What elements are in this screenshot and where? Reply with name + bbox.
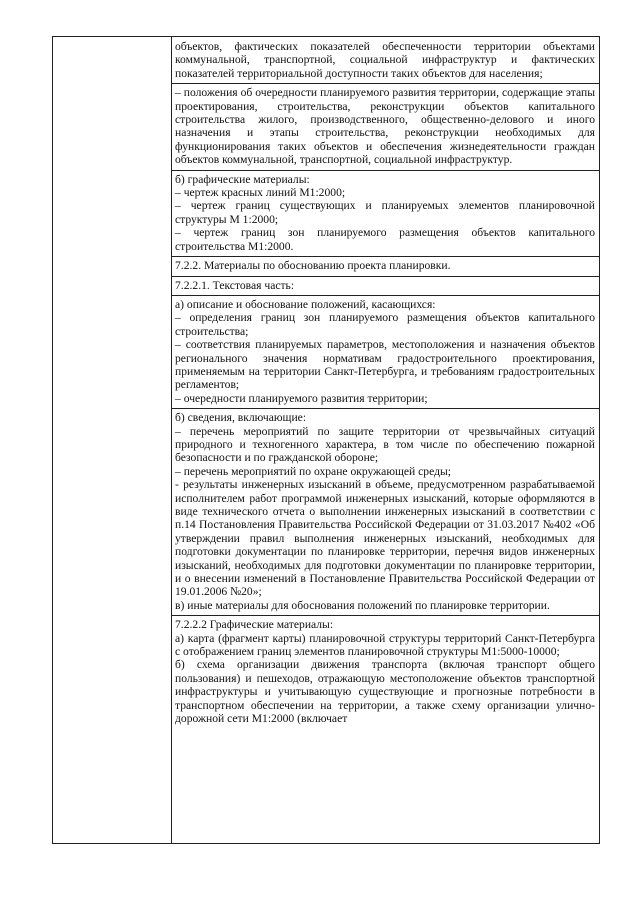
- paragraph: б) схема организации движения транспорта (включая транспорт общего пользования) и пешеходов, отражающую местоположение объектов транспортной инфраструктуры и учитывающую существующие и прогнозные потребности в транспортном обеспечении на территории, а также схему организации улично-дорожной сети М1:2000 (включает: [175, 658, 595, 726]
- paragraph: 7.2.2.2 Графические материалы:: [175, 618, 334, 632]
- document-table: [52, 36, 600, 844]
- paragraph: – чертеж границ зон планируемого размещения объектов капитального строительства М1:2000.: [175, 226, 595, 253]
- paragraph: – перечень мероприятий по охране окружающей среды;: [175, 464, 452, 478]
- paragraph: – чертеж красных линий М1:2000;: [175, 186, 346, 200]
- row-separator: [172, 256, 599, 257]
- paragraph: – определения границ зон планируемого размещения объектов капитального строительства;: [175, 311, 595, 338]
- paragraph: – очередности планируемого развития территории;: [175, 391, 428, 405]
- paragraph: – соответствия планируемых параметров, местоположения и назначения объектов регионального значения нормативам градостроительного проектирования, применяемым на территории Санкт-Петербурга, и требованиям градостроительных регламентов;: [175, 338, 595, 392]
- row-separator: [172, 83, 599, 84]
- paragraph: б) графические материалы:: [175, 172, 310, 186]
- paragraph: – перечень мероприятий по защите территории от чрезвычайных ситуаций природного и техногенного характера, в том числе по обеспечению пожарной безопасности и по гражданской обороне;: [175, 424, 595, 465]
- row-separator: [172, 615, 599, 616]
- right-column-text: [172, 37, 599, 843]
- row-separator: [172, 408, 599, 409]
- left-column: [53, 37, 172, 843]
- row-separator: [172, 276, 599, 277]
- paragraph: в) иные материалы для обоснования положений по планировке территории.: [175, 598, 550, 612]
- paragraph: а) описание и обоснование положений, касающихся:: [175, 297, 436, 311]
- row-separator: [172, 295, 599, 296]
- paragraph: 7.2.2. Материалы по обоснованию проекта планировки.: [175, 259, 451, 273]
- paragraph: 7.2.2.1. Текстовая часть:: [175, 278, 295, 292]
- paragraph: а) карта (фрагмент карты) планировочной структуры территорий Санкт-Петербурга с отображением границ элементов планировочной структуры М1:5000-10000;: [175, 631, 595, 659]
- paragraph: – положения об очередности планируемого развития территории, содержащие этапы проектирования, строительства, реконструкции объектов капитального строительства жилого, производственного, общественно-делового и иного назначения и этапы строительства, реконструкции необходимых для функционирования таких объектов и обеспечения жизнедеятельности граждан объектов коммунальной, транспортной, социальной инфраструктур.: [175, 86, 595, 167]
- row-separator: [172, 170, 599, 171]
- paragraph: - результаты инженерных изысканий в объеме, предусмотренном разрабатываемой исполнителем работ программой инженерных изысканий, которые оформляются в виде технического отчета о выполнении инженерных изысканий в соответствии с п.14 Постановления Правительства Российской Федерации от 31.03.2017 №402 «Об утверждении правил выполнения инженерных изысканий, необходимых для подготовки документации по планировке территории, перечня видов инженерных изысканий, необходимых для подготовки документации по планировке территории, и о внесении изменений в Постановление Правительства Российской Федерации от 19.01.2006 №20»;: [175, 478, 595, 599]
- paragraph: объектов, фактических показателей обеспеченности территории объектами коммунальной, транспортной, социальной инфраструктур и фактических показателей территориальной доступности таких объектов для населения;: [175, 40, 595, 80]
- paragraph: – чертеж границ существующих и планируемых элементов планировочной структуры М 1:2000;: [175, 199, 595, 226]
- paragraph: б) сведения, включающие:: [175, 411, 307, 425]
